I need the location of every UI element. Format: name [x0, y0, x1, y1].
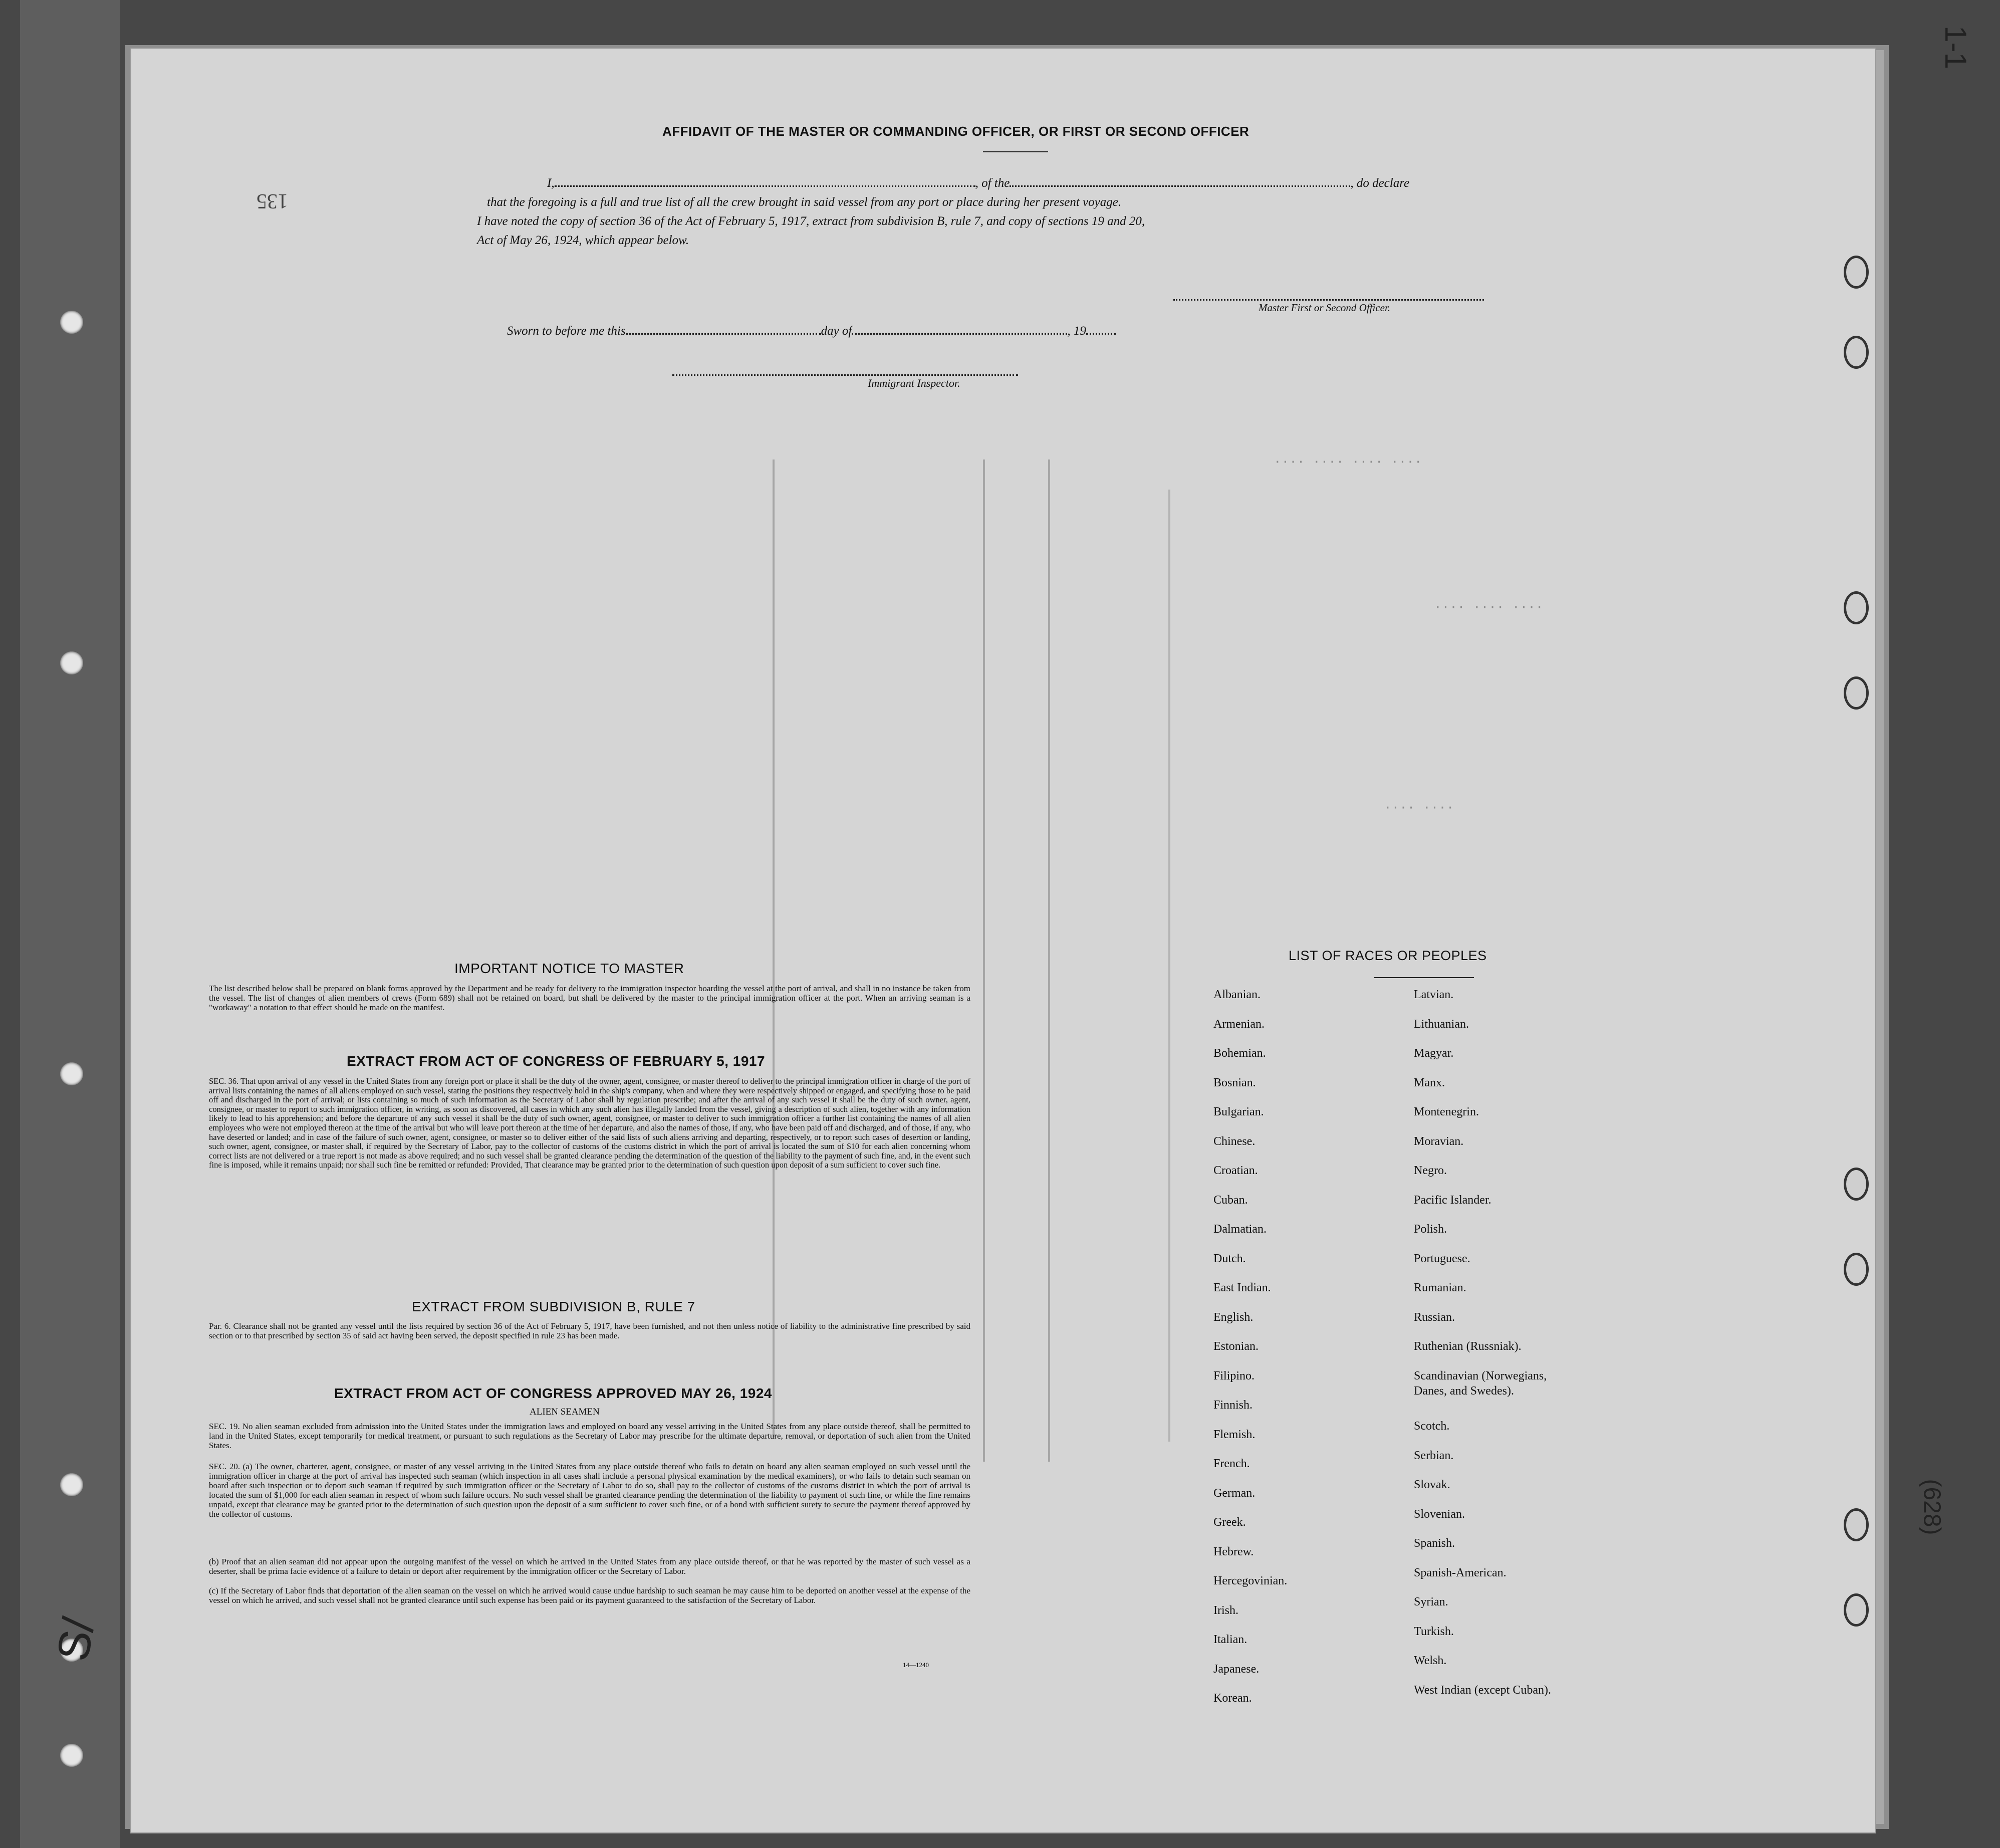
extract-1924-sec20b: (b) Proof that an alien seaman did not appear upon the outgoing manifest of the vessel on which he arrived in the United States from any place outside thereof, or that he was reported by the master of such vessel as a deserter, shall be prima facie evidence of a failure to detain or deport after requirement by the immigration officer or the Secretary of Labor.	[209, 1557, 970, 1576]
race-item: Lithuanian.	[1414, 1017, 1469, 1031]
race-item: Greek.	[1213, 1516, 1246, 1529]
left-side-mark: S/	[48, 1613, 105, 1665]
extract-1924-title: EXTRACT FROM ACT OF CONGRESS APPROVED MAY 26, 1924	[334, 1385, 772, 1401]
binder-ring	[1844, 1253, 1869, 1286]
ghost-text: ···· ···· ····	[1434, 600, 1544, 615]
day-blank	[626, 333, 821, 335]
title-rule	[983, 151, 1048, 152]
affidavit-line3: I have noted the copy of section 36 of the Act of February 5, 1917, extract from subdivision B, rule 7, and copy of sections 19 and 20,	[477, 214, 1145, 228]
race-item: Finnish.	[1213, 1399, 1253, 1412]
ghost-text: ···· ····	[1384, 800, 1454, 815]
race-item: Russian.	[1414, 1310, 1455, 1324]
race-item: Manx.	[1414, 1076, 1445, 1089]
race-item: Slovak.	[1414, 1478, 1450, 1491]
race-item: Portuguese.	[1414, 1252, 1470, 1265]
vessel-blank	[1010, 185, 1350, 187]
race-item: Ruthenian (Russniak).	[1414, 1340, 1522, 1353]
race-item: Irish.	[1213, 1603, 1238, 1617]
rule7-body: Par. 6. Clearance shall not be granted any vessel until the lists required by section 36 of the Act of February 5, 1917, have been furnished, and not then unless notice of liability to the administrative fine prescribed by said section or to that prescribed by section 35 of said act having been served, the deposit specified in rule 23 has been made.	[209, 1321, 970, 1340]
sworn-mid: day of	[821, 324, 852, 338]
race-item: Danes, and Swedes).	[1414, 1384, 1514, 1398]
binder-hole	[60, 311, 83, 334]
race-item: English.	[1213, 1310, 1254, 1324]
race-item: Flemish.	[1213, 1428, 1256, 1441]
extract-1917-title: EXTRACT FROM ACT OF CONGRESS OF FEBRUARY 5, 1917	[347, 1053, 766, 1069]
sworn-line	[507, 324, 1116, 338]
race-item: Moravian.	[1414, 1134, 1464, 1148]
corner-mark: 1-1	[1938, 26, 1972, 69]
binder-ring	[1844, 1593, 1869, 1627]
affidavit-line4: Act of May 26, 1924, which appear below.	[477, 234, 689, 247]
race-item: East Indian.	[1213, 1281, 1271, 1294]
ghost-rule	[983, 459, 985, 1462]
year-blank	[1086, 333, 1116, 335]
race-item: Welsh.	[1414, 1654, 1447, 1667]
binder-ring	[1844, 676, 1869, 710]
ghost-rule	[1168, 490, 1170, 1442]
race-item: Turkish.	[1414, 1625, 1454, 1638]
affidavit-line1-mid: , of the	[975, 176, 1010, 190]
binder-strip	[20, 0, 120, 1848]
extract-1924-sec19: SEC. 19. No alien seaman excluded from admission into the United States under the immigration laws and employed on board any vessel arriving in the United States from any place outside thereof, shall be permitted to land in the United States, except temporarily for medical treatment, or pursuant to such regulations as the Secretary of Labor may prescribe for the ultimate departure, removal, or deportation of such alien from the United States.	[209, 1422, 970, 1450]
binder-ring	[1844, 1508, 1869, 1541]
inspector-signature-line	[672, 374, 1018, 377]
race-item: Bulgarian.	[1213, 1105, 1264, 1118]
affidavit-line2: that the foregoing is a full and true list of all the crew brought in said vessel from any port or place during her present voyage.	[487, 195, 1122, 209]
race-item: Filipino.	[1213, 1369, 1255, 1382]
races-title: LIST OF RACES OR PEOPLES	[1289, 948, 1487, 963]
race-item: Serbian.	[1414, 1449, 1454, 1462]
binder-hole	[60, 1744, 83, 1767]
race-item: Dalmatian.	[1213, 1223, 1267, 1236]
extract-1924-sec20c: (c) If the Secretary of Labor finds that deportation of the alien seaman on the vessel on which he arrived would cause undue hardship to such seaman he may cause him to be deported on another vessel at the expense of the vessel on which he arrived, and such vessel shall not be granted clearance until such expense has been paid or its payment guaranteed to the satisfaction of the Secretary of Labor.	[209, 1586, 970, 1605]
race-item: German.	[1213, 1486, 1256, 1500]
race-item: Syrian.	[1414, 1595, 1448, 1608]
affidavit-line1	[547, 176, 1409, 190]
sworn-end: , 19	[1067, 324, 1086, 338]
race-item: Spanish-American.	[1414, 1566, 1507, 1579]
race-item: Bosnian.	[1213, 1076, 1256, 1089]
notice-body: The list described below shall be prepared on blank forms approved by the Department and be ready for delivery to the immigration inspector boarding the vessel at the port of arrival, and shall in no instance be taken from the vessel. The list of changes of alien members of crews (Form 689) shall not be retained on board, but shall be delivered by the master to the principal immigration officer at the port. When an arriving seaman is a "workaway" a notation to that effect should be made on the manifest.	[209, 984, 970, 1012]
race-item: Croatian.	[1213, 1164, 1258, 1177]
race-item: Polish.	[1414, 1223, 1447, 1236]
affidavit-line1-start: I,	[547, 176, 555, 190]
binder-hole	[60, 1062, 83, 1085]
race-item: Hercegovinian.	[1213, 1574, 1288, 1587]
ghost-rule	[773, 459, 775, 1437]
right-side-mark: (628)	[1918, 1479, 1945, 1535]
race-item: Hebrew.	[1213, 1545, 1254, 1558]
form-number: 14—1240	[903, 1661, 929, 1669]
race-item: Slovenian.	[1414, 1507, 1465, 1521]
race-item: Dutch.	[1213, 1252, 1246, 1265]
race-item: Korean.	[1213, 1692, 1252, 1705]
races-title-rule	[1374, 977, 1474, 978]
race-item: Magyar.	[1414, 1047, 1454, 1060]
month-blank	[852, 333, 1067, 335]
race-item: West Indian (except Cuban).	[1414, 1683, 1551, 1697]
inspector-label: Immigrant Inspector.	[868, 377, 960, 389]
race-item: Negro.	[1414, 1164, 1447, 1177]
race-item: Bohemian.	[1213, 1047, 1266, 1060]
rule7-title: EXTRACT FROM SUBDIVISION B, RULE 7	[412, 1299, 695, 1314]
extract-1917-body: SEC. 36. That upon arrival of any vessel in the United States from any foreign port or place it shall be the duty of the owner, agent, consignee, or master thereof to deliver to the principal immigration officer in charge of the port of arrival lists containing the names of all aliens employed on such vessel, stating the positions they respectively hold in the ship's company, when and where they were respectively shipped or engaged, and specifying those to be paid off and discharged in the port of arrival; or lists containing so much of such information as the Secretary of Labor shall by regulation prescribe; and after the arrival of any such vessel it shall be the duty of such owner, agent, consignee, or master to report to such immigration officer, in writing, as soon as discovered, all cases in which any such alien has illegally landed from the vessel, giving a description of such alien, together with any information likely to lead to his apprehension; and before the departure of any such vessel it shall be the duty of such owner, agent, consignee, or master to deliver to such immigration officer a further list containing the names of all alien employees who were not employed thereon at the time of the arrival but who will leave port thereon at the time of her departure, and also the names of those, if any, who have been paid off and discharged, and of those, if any, who have deserted or landed; and in case of the failure of such owner, agent, consignee, or master so to deliver either of the said lists of such aliens arriving and departing, respectively, or to report such cases of desertion or landing, such owner, agent, consignee, or master shall, if required by the Secretary of Labor, pay to the collector of customs of the customs district in which the port of arrival is located the sum of $10 for each alien concerning whom correct lists are not delivered or a true report is not made as above required; and no such vessel shall be granted clearance pending the determination of the question of the liability to the payment of such fine, and, in the event such fine is imposed, while it remains unpaid; nor shall such fine be remitted or refunded: Provided, That clearance may be granted prior to the determination of such question upon deposit of a sum sufficient to cover such fine.	[209, 1076, 970, 1170]
race-item: Chinese.	[1213, 1134, 1256, 1148]
ghost-text: ···· ···· ···· ····	[1274, 454, 1422, 470]
extract-1924-sec20a: SEC. 20. (a) The owner, charterer, agent, consignee, or master of any vessel arriving in the United States from any place outside thereof who fails to detain on board any alien seaman employed on such vessel until the immigration officer in charge at the port of arrival has inspected such seaman (which inspection in all cases shall include a personal physical examination by the medical examiners), or who fails to detain such seaman on board after such inspection or to deport such seaman if required by such immigration officer or the Secretary of Labor to do so, shall pay to the collector of customs of the customs district in which the port of arrival is located the sum of $1,000 for each alien seaman in respect of whom such failure occurs. No such vessel shall be granted clearance pending the determination of the liability to payment of such fine, or while the fine remains unpaid, except that clearance may be granted prior to the determination of such question upon the deposit of a sum sufficient to cover such fine, or of a bond with sufficient surety to secure the payment thereof approved by the collector of customs.	[209, 1462, 970, 1519]
binder-hole	[60, 651, 83, 674]
affidavit-line1-end: , do declare	[1350, 176, 1410, 190]
race-item: Albanian.	[1213, 988, 1261, 1001]
race-item: Scandinavian (Norwegians,	[1414, 1369, 1547, 1382]
binder-ring	[1844, 336, 1869, 369]
document-page	[130, 48, 1876, 1833]
race-item: Japanese.	[1213, 1662, 1260, 1676]
race-item: Estonian.	[1213, 1340, 1259, 1353]
race-item: Rumanian.	[1414, 1281, 1466, 1294]
race-item: Pacific Islander.	[1414, 1193, 1491, 1207]
race-item: Spanish.	[1414, 1537, 1455, 1550]
extract-1924-subtitle: ALIEN SEAMEN	[530, 1407, 600, 1417]
binder-ring	[1844, 591, 1869, 624]
page-number-stamp: 135	[257, 189, 288, 212]
affidavit-title: AFFIDAVIT OF THE MASTER OR COMMANDING OFFICER, OR FIRST OR SECOND OFFICER	[662, 124, 1249, 139]
master-label: Master First or Second Officer.	[1259, 302, 1391, 314]
binder-ring	[1844, 256, 1869, 289]
name-blank	[555, 185, 975, 187]
race-item: Cuban.	[1213, 1193, 1248, 1207]
race-item: Montenegrin.	[1414, 1105, 1479, 1118]
race-item: French.	[1213, 1457, 1250, 1470]
binder-hole	[60, 1473, 83, 1496]
ghost-rule	[1048, 459, 1050, 1462]
sworn-start: Sworn to before me this	[507, 324, 626, 338]
race-item: Italian.	[1213, 1633, 1247, 1646]
notice-title: IMPORTANT NOTICE TO MASTER	[454, 961, 684, 976]
binder-ring	[1844, 1168, 1869, 1201]
race-item: Armenian.	[1213, 1017, 1265, 1031]
race-item: Scotch.	[1414, 1420, 1450, 1433]
race-item: Latvian.	[1414, 988, 1454, 1001]
